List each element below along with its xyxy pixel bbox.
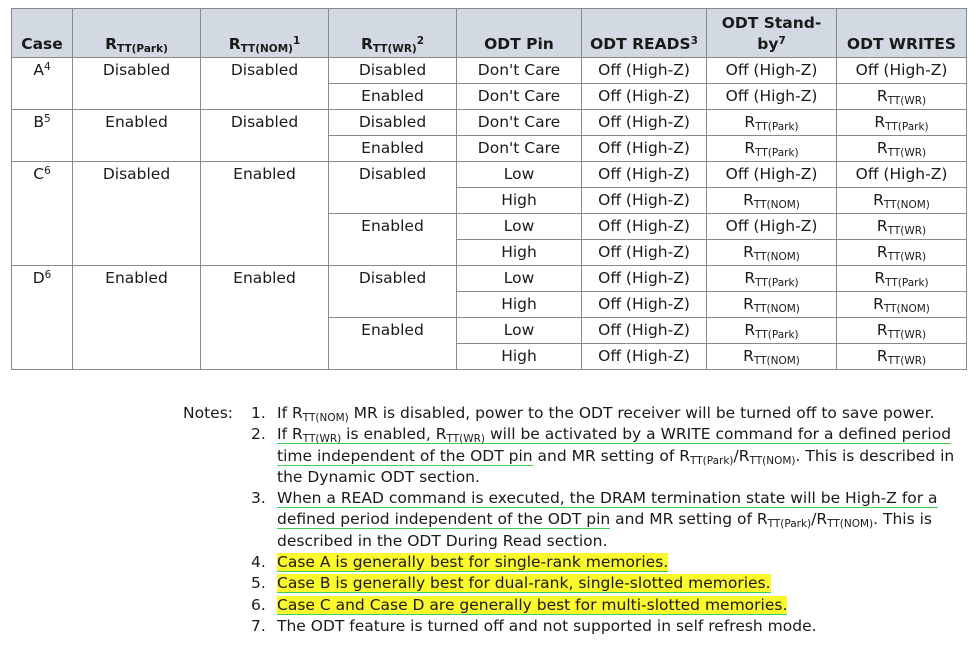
header-odt-reads: ODT READS$^3$ [582, 9, 707, 58]
rtt-wr-cell: Disabled [329, 58, 457, 84]
header-rtt-park: $R_{TT(Park)}$ [73, 9, 201, 58]
header-row [12, 9, 967, 58]
odt-reads-cell: Off (High-Z) [582, 214, 707, 240]
odt-standby-cell: Off (High-Z) [707, 84, 837, 110]
note-5: 5. Case B is generally best for dual-rank, single-slotted memories. [251, 574, 771, 593]
odt-pin-cell: Low [457, 318, 582, 344]
notes-label: Notes: [183, 404, 233, 422]
odt-reads-cell: Off (High-Z) [582, 266, 707, 292]
notes-list [251, 403, 969, 637]
odt-standby-cell: $R_{TT(Park)}$ [707, 136, 837, 162]
table-row [12, 110, 967, 136]
rtt-nom-cell: Disabled [201, 58, 329, 110]
odt-standby-cell: $R_{TT(Park)}$ [707, 318, 837, 344]
odt-writes-cell: $R_{TT(WR)}$ [837, 136, 967, 162]
rtt-park-cell: Disabled [73, 58, 201, 110]
odt-pin-cell: Low [457, 266, 582, 292]
odt-pin-cell: High [457, 188, 582, 214]
case-cell: $B^5$ [12, 110, 73, 162]
odt-reads-cell: Off (High-Z) [582, 240, 707, 266]
odt-pin-cell: High [457, 292, 582, 318]
rtt-nom-cell: Disabled [201, 110, 329, 162]
rtt-wr-cell: Disabled [329, 266, 457, 318]
odt-pin-cell: High [457, 344, 582, 370]
rtt-park-cell: Enabled [73, 110, 201, 162]
odt-standby-cell: Off (High-Z) [707, 162, 837, 188]
odt-writes-cell: $R_{TT(Park)}$ [837, 110, 967, 136]
note-7: 7. The ODT feature is turned off and not supported in self refresh mode. [251, 616, 817, 635]
rtt-wr-cell: Enabled [329, 214, 457, 266]
odt-reads-cell: Off (High-Z) [582, 58, 707, 84]
rtt-nom-cell: Enabled [201, 162, 329, 266]
odt-writes-cell: $R_{TT(WR)}$ [837, 214, 967, 240]
header-odt-standby: ODT Stand-$by^7$ [707, 9, 837, 58]
odt-writes-cell: $R_{TT(Park)}$ [837, 266, 967, 292]
note-4: 4. Case A is generally best for single-rank memories. [251, 553, 669, 572]
odt-writes-cell: $R_{TT(NOM)}$ [837, 292, 967, 318]
rtt-park-cell: Disabled [73, 162, 201, 266]
header-rtt-nom: $R_{TT(NOM)}^1$ [201, 9, 329, 58]
odt-writes-cell: Off (High-Z) [837, 58, 967, 84]
table-row [12, 58, 967, 84]
header-odt-writes: ODT WRITES [837, 9, 967, 58]
odt-writes-cell: $R_{TT(WR)}$ [837, 84, 967, 110]
case-cell: $A^4$ [12, 58, 73, 110]
odt-reads-cell: Off (High-Z) [582, 318, 707, 344]
odt-reads-cell: Off (High-Z) [582, 292, 707, 318]
table-row [12, 266, 967, 292]
case-cell: $D^6$ [12, 266, 73, 370]
note-6: 6. Case C and Case D are generally best for multi-slotted memories. [251, 595, 788, 614]
rtt-wr-cell: Disabled [329, 162, 457, 214]
odt-configuration-table [11, 8, 967, 370]
odt-reads-cell: Off (High-Z) [582, 344, 707, 370]
highlighted-text: Case A is generally best for single-rank memories. [277, 553, 669, 572]
note-1: 1. If $R_{TT(NOM)}$ MR is disabled, power to the ODT receiver will be turned off to save power. [251, 404, 935, 424]
case-cell: $C^6$ [12, 162, 73, 266]
rtt-nom-cell: Enabled [201, 266, 329, 370]
odt-pin-cell: Don't Care [457, 110, 582, 136]
rtt-wr-cell: Enabled [329, 318, 457, 370]
odt-reads-cell: Off (High-Z) [582, 110, 707, 136]
odt-writes-cell: $R_{TT(WR)}$ [837, 344, 967, 370]
table-row [12, 162, 967, 188]
odt-reads-cell: Off (High-Z) [582, 136, 707, 162]
odt-writes-cell: $R_{TT(NOM)}$ [837, 188, 967, 214]
highlighted-text: Case B is generally best for dual-rank, single-slotted memories. [277, 574, 771, 593]
note-3: 3. When a READ command is executed, the DRAM termination state will be High-Z for a defined period independent of the ODT pin and MR setting of $R_{TT(Park)}/R_{TT(NOM)}$. This is described in the ODT During Read section. [251, 489, 938, 550]
odt-writes-cell: $R_{TT(WR)}$ [837, 318, 967, 344]
odt-standby-cell: $R_{TT(Park)}$ [707, 110, 837, 136]
odt-pin-cell: Low [457, 162, 582, 188]
header-odt-pin: ODT Pin [457, 9, 582, 58]
highlighted-text: Case C and Case D are generally best for multi-slotted memories. [277, 595, 788, 614]
rtt-wr-cell: Disabled [329, 110, 457, 136]
header-case: Case [12, 9, 73, 58]
odt-writes-cell: $R_{TT(WR)}$ [837, 240, 967, 266]
odt-writes-cell: Off (High-Z) [837, 162, 967, 188]
odt-standby-cell: Off (High-Z) [707, 58, 837, 84]
odt-standby-cell: $R_{TT(NOM)}$ [707, 240, 837, 266]
odt-pin-cell: Don't Care [457, 84, 582, 110]
odt-pin-cell: Low [457, 214, 582, 240]
odt-standby-cell: $R_{TT(NOM)}$ [707, 188, 837, 214]
odt-standby-cell: Off (High-Z) [707, 214, 837, 240]
header-rtt-wr: $R_{TT(WR)}^2$ [329, 9, 457, 58]
odt-standby-cell: $R_{TT(NOM)}$ [707, 292, 837, 318]
odt-reads-cell: Off (High-Z) [582, 84, 707, 110]
odt-standby-cell: $R_{TT(NOM)}$ [707, 344, 837, 370]
rtt-wr-cell: Enabled [329, 84, 457, 110]
odt-reads-cell: Off (High-Z) [582, 188, 707, 214]
odt-pin-cell: Don't Care [457, 58, 582, 84]
odt-standby-cell: $R_{TT(Park)}$ [707, 266, 837, 292]
odt-pin-cell: Don't Care [457, 136, 582, 162]
rtt-wr-cell: Enabled [329, 136, 457, 162]
note-2: 2. If $R_{TT(WR)}$ is enabled, $R_{TT(WR)}$ will be activated by a WRITE command for a defined period time independent of the ODT pin and MR setting of $R_{TT(Park)}/R_{TT(NOM)}$. This is described in the Dynamic ODT section. [251, 425, 955, 486]
odt-reads-cell: Off (High-Z) [582, 162, 707, 188]
odt-pin-cell: High [457, 240, 582, 266]
rtt-park-cell: Enabled [73, 266, 201, 370]
